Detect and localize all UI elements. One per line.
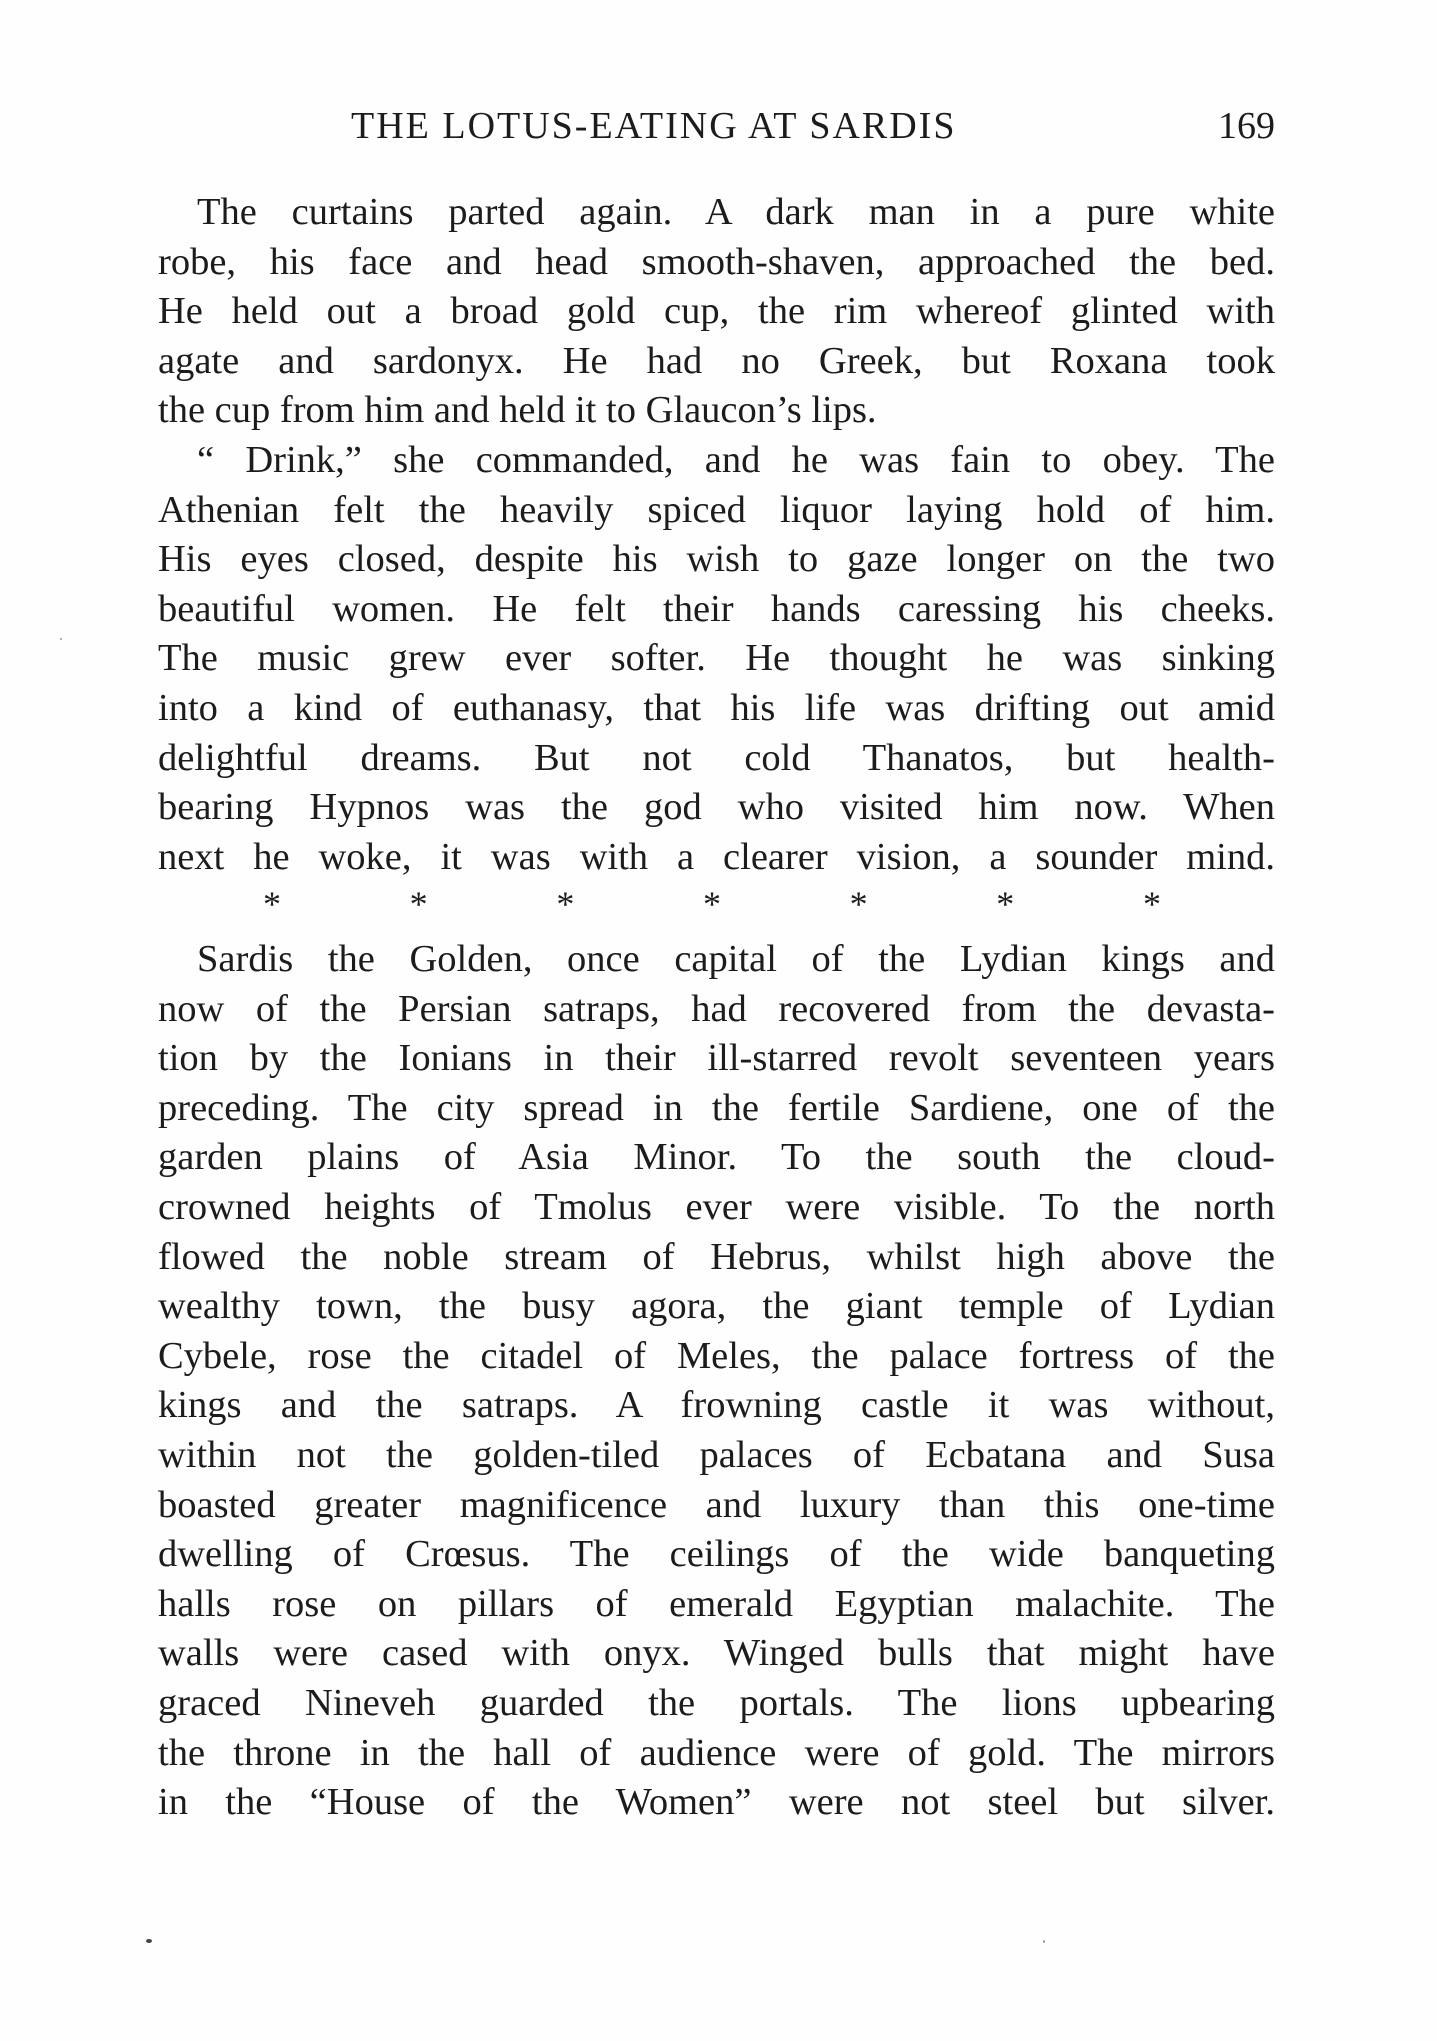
text-line: halls rose on pillars of emerald Egyptian malachite. The <box>158 1582 1275 1625</box>
text-line: crowned heights of Tmolus ever were visible. To the north <box>158 1185 1275 1228</box>
text-line: in the “House of the Women” were not steel but silver. <box>158 1781 1275 1824</box>
text-line: wealthy town, the busy agora, the giant temple of Lydian <box>158 1285 1275 1328</box>
scan-speck <box>1043 1940 1045 1943</box>
text-line: His eyes closed, despite his wish to gaze longer on the two <box>158 538 1275 581</box>
text-line: within not the golden-tiled palaces of Ecbatana and Susa <box>158 1433 1275 1476</box>
asterisk: * <box>409 884 428 924</box>
text-line: Athenian felt the heavily spiced liquor laying hold of him. <box>158 488 1275 531</box>
text-line: the cup from him and held it to Glaucon’s lips. <box>158 389 877 432</box>
text-line: next he woke, it was with a clearer vision, a sounder mind. <box>158 835 1275 878</box>
asterisk: * <box>556 884 575 924</box>
text-line: garden plains of Asia Minor. To the south the cloud- <box>158 1136 1275 1179</box>
section-break <box>262 882 1162 926</box>
text-line: bearing Hypnos was the god who visited him now. When <box>158 786 1275 829</box>
text-line: boasted greater magnificence and luxury than this one-time <box>158 1483 1275 1526</box>
asterisk: * <box>996 884 1015 924</box>
text-line: robe, his face and head smooth-shaven, approached the bed. <box>158 240 1275 283</box>
asterisk: * <box>849 884 868 924</box>
text-line: Sardis the Golden, once capital of the Lydian kings and <box>197 938 1275 980</box>
text-line: delightful dreams. But not cold Thanatos, but health- <box>158 736 1275 779</box>
text-line: the throne in the hall of audience were of gold. The mirrors <box>158 1731 1275 1774</box>
text-line: tion by the Ionians in their ill-starred revolt seventeen years <box>158 1037 1275 1080</box>
asterisk: * <box>263 884 281 924</box>
asterisk: * <box>702 884 721 924</box>
paragraph-1 <box>158 188 1275 436</box>
page-number: 169 <box>1218 105 1275 147</box>
running-title: THE LOTUS-EATING AT SARDIS <box>351 105 957 147</box>
text-line: walls were cased with onyx. Winged bulls that might have <box>158 1632 1275 1675</box>
paragraph-3 <box>158 935 1275 1828</box>
text-line: dwelling of Crœsus. The ceilings of the wide banqueting <box>158 1533 1275 1576</box>
text-line: flowed the noble stream of Hebrus, whilst high above the <box>158 1235 1275 1278</box>
text-line: Cybele, rose the citadel of Meles, the palace fortress of the <box>158 1334 1275 1377</box>
text-line: into a kind of euthanasy, that his life was drifting out amid <box>158 686 1275 729</box>
paragraph-2 <box>158 436 1275 882</box>
text-line: graced Nineveh guarded the portals. The lions upbearing <box>158 1681 1275 1724</box>
scan-speck <box>60 638 62 640</box>
page-header <box>158 100 1275 152</box>
text-line: agate and sardonyx. He had no Greek, but Roxana took <box>158 339 1275 382</box>
text-line: The curtains parted again. A dark man in a pure white <box>197 191 1275 233</box>
text-line: preceding. The city spread in the fertile Sardiene, one of the <box>158 1086 1275 1129</box>
text-line: kings and the satraps. A frowning castle it was without, <box>158 1384 1275 1427</box>
text-line: now of the Persian satraps, had recovered from the devasta- <box>158 987 1275 1030</box>
text-line: “ Drink,” she commanded, and he was fain to obey. The <box>197 439 1275 481</box>
text-line: beautiful women. He felt their hands caressing his cheeks. <box>158 587 1275 630</box>
text-line: The music grew ever softer. He thought he was sinking <box>158 637 1275 680</box>
asterisk: * <box>1142 884 1161 924</box>
text-line: He held out a broad gold cup, the rim whereof glinted with <box>158 290 1275 333</box>
scan-speck <box>146 1939 152 1943</box>
